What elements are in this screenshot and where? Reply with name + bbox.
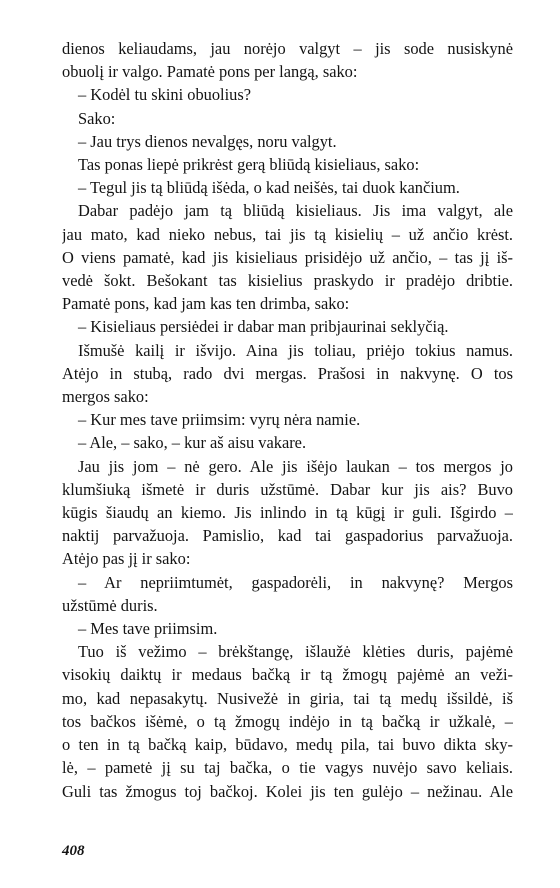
text-line: O viens pamatė, kad jis kisieliaus prisidėjo už ančio, – tas jį iš- xyxy=(62,247,513,267)
text-line: Guli tas žmogus toj bačkoj. Kolei jis ten gulėjo – nežinau. Ale xyxy=(62,781,513,801)
text-line: Sako: xyxy=(78,108,116,128)
text-line: naktij parvažuoja. Pamislio, kad tai gaspadorius parvažuoja. xyxy=(62,526,513,546)
text-line: visokių daiktų ir medaus bačką ir tą žmogų pajėmė an veži- xyxy=(62,665,513,685)
text-line: – Jau trys dienos nevalgęs, noru valgyt. xyxy=(78,131,337,151)
text-line: mo, kad nepasakytų. Nusivežė in giria, tai tą medų išsildė, iš xyxy=(62,688,513,708)
text-line: – Ar nepriimtumėt, gaspadorėli, in nakvynę? Mergos xyxy=(78,572,513,592)
page-number: 408 xyxy=(62,843,85,859)
text-line: kūgis šiaudų an kiemo. Jis inlindo in tą kūgį ir guli. Išgirdo – xyxy=(62,503,513,523)
text-line: Jau jis jom – nė gero. Ale jis išėjo laukan – tos mergos jo xyxy=(78,456,513,476)
text-line: Tuo iš vežimo – brėkštangę, išlaužė klėties duris, pajėmė xyxy=(78,642,513,662)
text-line: jau mato, kad nieko nebus, tai jis tą kisielių – už ančio krėst. xyxy=(62,224,513,244)
text-line: tos bačkos išėmė, o tą žmogų indėjo in tą bačką ir užkalė, – xyxy=(62,711,513,731)
text-line: o ten in tą bačką kaip, būdavo, medų pila, tai buvo dikta sky- xyxy=(62,735,513,755)
text-line: lė, – pametė jį su taj bačka, o tie vagys nuvėjo savo keliais. xyxy=(62,758,513,778)
text-line: – Kisieliaus persiėdei ir dabar man pribjaurinai seklyčią. xyxy=(78,317,449,337)
text-line: Išmušė kailį ir išvijo. Aina jis toliau, priėjo tokius namus. xyxy=(78,340,513,360)
text-line: Dabar padėjo jam tą bliūdą kisieliaus. Jis ima valgyt, ale xyxy=(78,201,513,221)
text-line: – Ale, – sako, – kur aš aisu vakare. xyxy=(78,433,307,453)
text-line: obuolį ir valgo. Pamatė pons per langą, sako: xyxy=(62,62,358,82)
text-line: užstūmė duris. xyxy=(62,595,158,615)
text-line: mergos sako: xyxy=(62,387,149,407)
text-line: Tas ponas liepė prikrėst gerą bliūdą kisieliaus, sako: xyxy=(78,155,420,175)
text-line: vedė šokt. Bešokant tas kisielius praskydo ir pradėjo dribtie. xyxy=(62,271,513,291)
text-line: dienos keliaudams, jau norėjo valgyt – jis sode nusiskynė xyxy=(62,39,513,58)
text-line: Atėjo in stubą, rado dvi mergas. Prašosi in nakvynę. O tos xyxy=(62,363,513,383)
body-text xyxy=(62,37,513,803)
text-line: – Tegul jis tą bliūdą išėda, o kad neišės, tai duok kančium. xyxy=(78,178,460,198)
text-line: – Kodėl tu skini obuolius? xyxy=(78,85,252,105)
text-line: Atėjo pas jį ir sako: xyxy=(62,549,191,569)
text-line: – Mes tave priimsim. xyxy=(78,619,218,639)
text-line: Pamatė pons, kad jam kas ten drimba, sako: xyxy=(62,294,350,314)
text-line: klumšiuką išmetė ir duris užstūmė. Dabar kur jis ais? Buvo xyxy=(62,479,513,499)
text-line: – Kur mes tave priimsim: vyrų nėra namie. xyxy=(78,410,361,430)
